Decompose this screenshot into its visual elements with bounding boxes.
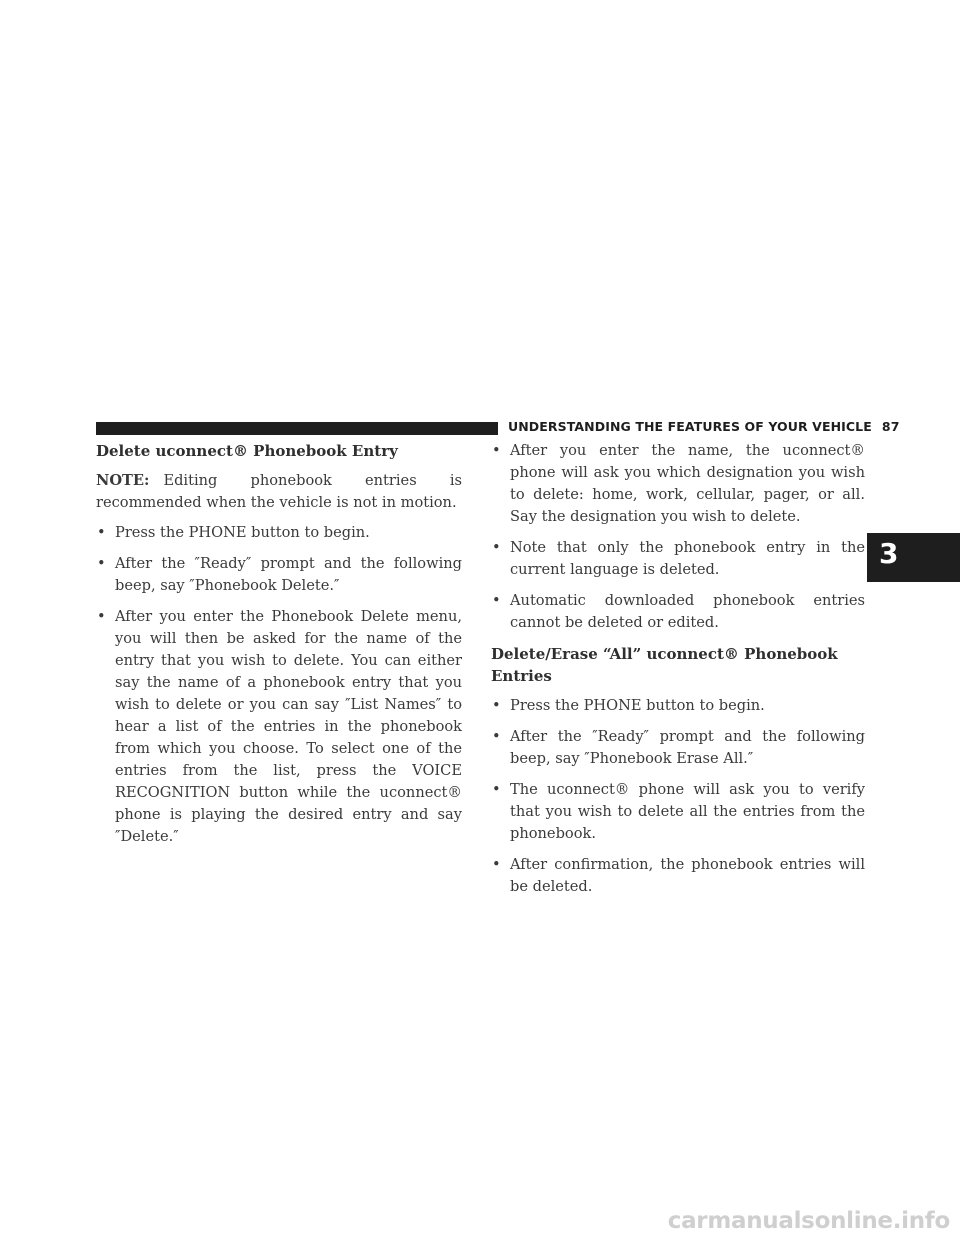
note-paragraph <box>96 470 462 514</box>
list-item-text: After you enter the name, the uconnect® phone will ask you which designation you wish to delete: home, work, cellular, pager, or all. Say the designation you wish to delete. <box>510 442 865 525</box>
header-rule <box>96 422 498 435</box>
bullet-glyph: • <box>492 728 501 745</box>
list-item <box>96 553 462 597</box>
bullet-glyph: • <box>492 781 501 798</box>
section-heading: Delete uconnect® Phonebook Entry <box>96 442 398 460</box>
chapter-number: 3 <box>879 537 899 570</box>
note-label: NOTE: <box>96 472 150 489</box>
right-column <box>491 440 865 907</box>
bullet-glyph: • <box>492 539 501 556</box>
page-number: 87 <box>881 419 900 434</box>
list-item-text: After you enter the Phonebook Delete menu, you will then be asked for the name of the entry that you wish to delete. You can either say the name of a phonebook entry that you wish to delete or you can say ″List Names″ to hear a list of the entries in the phonebook from which you choose. To select one of the entries from the list, press the VOICE RECOGNITION button while the uconnect® phone is playing the desired entry and say ″Delete.″ <box>115 608 462 845</box>
list-item-text: After confirmation, the phonebook entries will be deleted. <box>510 856 865 895</box>
chapter-tab <box>867 533 960 582</box>
section-heading: Delete/Erase “All” uconnect® Phonebook Entries <box>491 645 838 685</box>
running-header <box>508 419 900 434</box>
bullet-glyph: • <box>492 592 501 609</box>
bullet-list <box>491 440 865 634</box>
list-item <box>491 537 865 581</box>
list-item <box>491 726 865 770</box>
list-item <box>491 854 865 898</box>
watermark: carmanualsonline.info <box>667 1208 950 1234</box>
bullet-list <box>96 522 462 848</box>
bullet-glyph: • <box>97 555 106 572</box>
bullet-glyph: • <box>97 608 106 625</box>
list-item-text: After the ″Ready″ prompt and the following beep, say ″Phonebook Erase All.″ <box>510 728 865 767</box>
note-text: Editing phonebook entries is recommended when the vehicle is not in motion. <box>96 472 462 511</box>
list-item <box>491 440 865 528</box>
list-item-text: Note that only the phonebook entry in the current language is deleted. <box>510 539 865 578</box>
list-item <box>96 606 462 848</box>
section-title: UNDERSTANDING THE FEATURES OF YOUR VEHICLE <box>508 419 872 434</box>
bullet-glyph: • <box>97 524 106 541</box>
list-item <box>491 779 865 845</box>
bullet-glyph: • <box>492 442 501 459</box>
list-item <box>491 590 865 634</box>
bullet-list <box>491 695 865 898</box>
list-item-text: Press the PHONE button to begin. <box>115 524 370 541</box>
list-item <box>491 695 865 717</box>
list-item-text: Press the PHONE button to begin. <box>510 697 765 714</box>
left-column <box>96 440 462 857</box>
list-item <box>96 522 462 544</box>
list-item-text: The uconnect® phone will ask you to verify that you wish to delete all the entries from the phonebook. <box>510 781 865 842</box>
list-item-text: Automatic downloaded phonebook entries cannot be deleted or edited. <box>510 592 865 631</box>
list-item-text: After the ″Ready″ prompt and the following beep, say ″Phonebook Delete.″ <box>115 555 462 594</box>
bullet-glyph: • <box>492 697 501 714</box>
bullet-glyph: • <box>492 856 501 873</box>
